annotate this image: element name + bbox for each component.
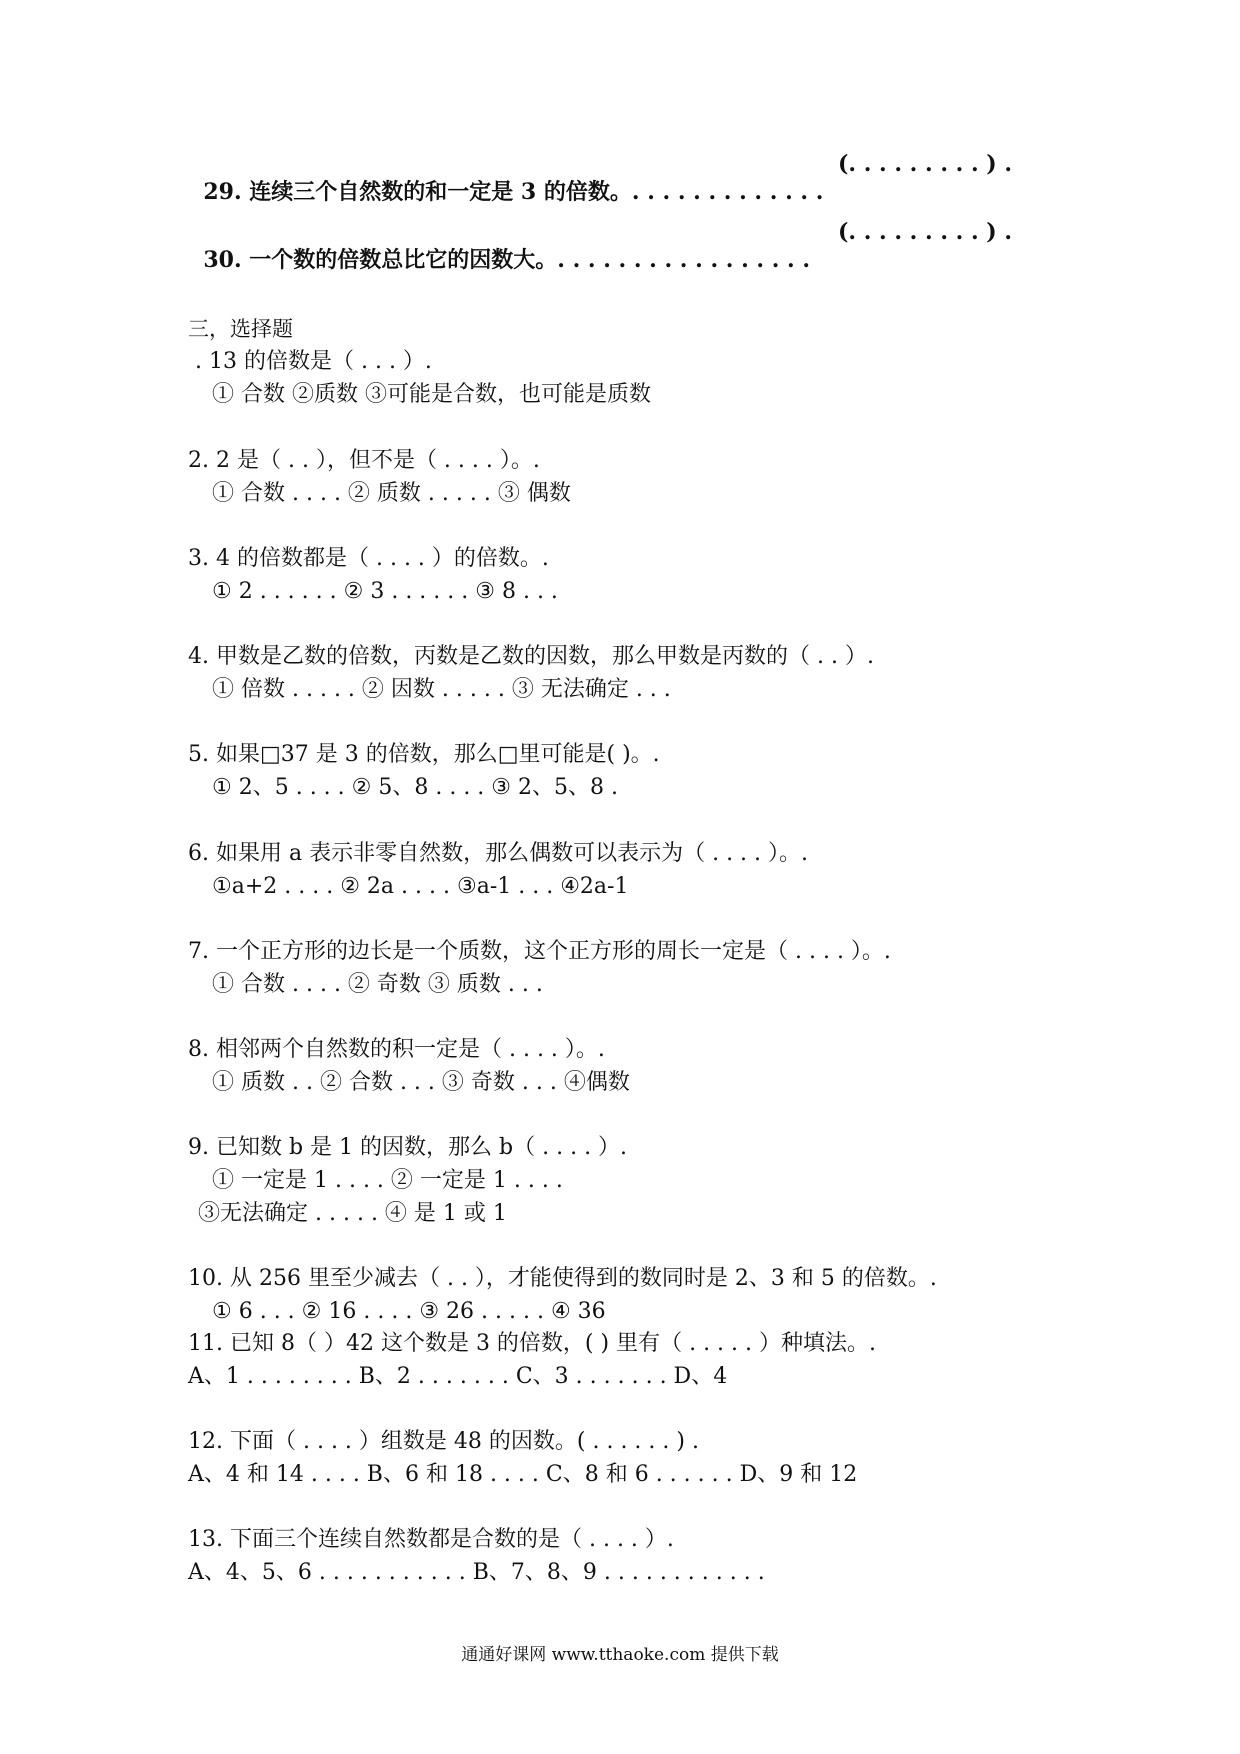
question-stem: 4. 甲数是乙数的倍数，丙数是乙数的因数，那么甲数是丙数的（ . . ）. xyxy=(188,644,874,669)
question-options: ①a+2 . . . . ② 2a . . . . ③a-1 . . . ④2a-1 xyxy=(212,874,629,899)
question-options: A、1 . . . . . . . . B、2 . . . . . . . C、3 . . . . . . . D、4 xyxy=(188,1364,728,1389)
question-options: ① 合数 . . . . ② 奇数 ③ 质数 . . . xyxy=(212,972,543,997)
question-options: ① 合数 ②质数 ③可能是合数，也可能是质数 xyxy=(212,382,651,407)
question-stem: 3. 4 的倍数都是（ . . . . ）的倍数。. xyxy=(188,546,549,571)
question-stem: 10. 从 256 里至少减去（ . . ），才能使得到的数同时是 2、3 和 5 的倍数。. xyxy=(188,1266,937,1291)
question-stem: 7. 一个正方形的边长是一个质数，这个正方形的周长一定是（ . . . . ）。. xyxy=(188,939,891,964)
question-options: ① 6 . . . ② 16 . . . . ③ 26 . . . . . ④ 36 xyxy=(212,1299,606,1324)
page-footer: 通通好课网 www.tthaoke.com 提供下载 xyxy=(461,1645,779,1665)
question-options: A、4、5、6 . . . . . . . . . . . B、7、8、9 . . . . . . . . . . . . xyxy=(188,1560,765,1585)
question-options: ① 质数 . . ② 合数 . . . ③ 奇数 . . . ④偶数 xyxy=(212,1070,630,1095)
question-stem: 5. 如果□37 是 3 的倍数，那么□里可能是( )。. xyxy=(188,742,660,767)
question-options: ① 一定是 1 . . . . ② 一定是 1 . . . . xyxy=(212,1168,563,1193)
tf-item-text: 30. 一个数的倍数总比它的因数大。. . . . . . . . . . . . . . . . . xyxy=(203,247,811,273)
tf-item-30 xyxy=(188,218,810,274)
question-options: ① 合数 . . . . ② 质数 . . . . . ③ 偶数 xyxy=(212,481,571,506)
question-options: ① 倍数 . . . . . ② 因数 . . . . . ③ 无法确定 . . . xyxy=(212,677,671,702)
question-stem: 6. 如果用 a 表示非零自然数，那么偶数可以表示为（ . . . . ）。. xyxy=(188,841,809,866)
question-stem: 2. 2 是（ . . ），但不是（ . . . . ）。. xyxy=(188,448,540,473)
question-options: ① 2 . . . . . . ② 3 . . . . . . ③ 8 . . . xyxy=(212,579,558,604)
question-stem: 13. 下面三个连续自然数都是合数的是（ . . . . ）. xyxy=(188,1527,674,1552)
tf-answer-blank: (. . . . . . . . . ) . xyxy=(838,151,1013,177)
section-title: 三，选择题 xyxy=(188,317,293,341)
question-options: A、4 和 14 . . . . B、6 和 18 . . . . C、8 和 6 . . . . . . D、9 和 12 xyxy=(188,1462,858,1487)
question-stem: 11. 已知 8（ ）42 这个数是 3 的倍数，( ) 里有（ . . . . . ）种填法。. xyxy=(188,1331,877,1356)
question-stem: . 13 的倍数是（ . . . ）. xyxy=(195,349,432,374)
question-options: ① 2、5 . . . . ② 5、8 . . . . ③ 2、5、8 . xyxy=(212,775,618,800)
tf-answer-blank: (. . . . . . . . . ) . xyxy=(838,219,1013,245)
question-stem: 9. 已知数 b 是 1 的因数，那么 b（ . . . . ）. xyxy=(188,1135,628,1160)
question-options: ③无法确定 . . . . . ④ 是 1 或 1 xyxy=(198,1201,507,1226)
question-stem: 12. 下面（ . . . . ）组数是 48 的因数。( . . . . . . ) . xyxy=(188,1429,699,1454)
question-stem: 8. 相邻两个自然数的积一定是（ . . . . ）。. xyxy=(188,1037,605,1062)
tf-item-text: 29. 连续三个自然数的和一定是 3 的倍数。. . . . . . . . . . . . . xyxy=(203,179,824,205)
tf-item-29 xyxy=(188,150,823,206)
